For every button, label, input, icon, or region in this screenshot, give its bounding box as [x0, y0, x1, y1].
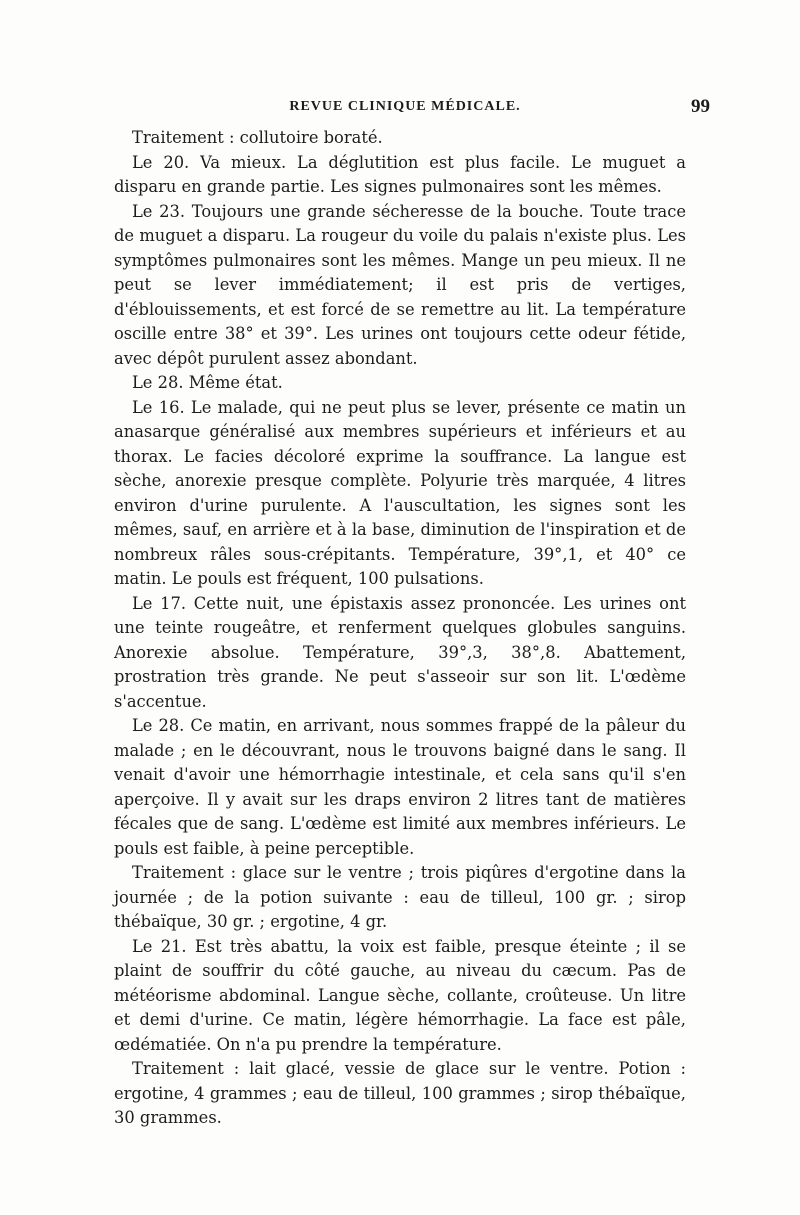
paragraph-treatment-3: Traitement : lait glacé, vessie de glace sur le ventre. Potion : ergotine, 4 grammes ; eau de tilleul, 100 grammes ; sirop thébaïque, 30 grammes.: [114, 1059, 686, 1127]
paragraph-day-20: Le 20. Va mieux. La déglutition est plus facile. Le muguet a disparu en grande partie. Les signes pulmonaires sont les mêmes.: [114, 152, 686, 196]
paragraph-day-28-first: Le 28. Même état.: [132, 373, 283, 392]
page-number: 99: [691, 96, 710, 117]
paragraph-day-21: Le 21. Est très abattu, la voix est faible, presque éteinte ; il se plaint de souffrir du côté gauche, au niveau du cæcum. Pas de météorisme abdominal. Langue sèche, collante, croûteuse. Un litre et demi d'urine. Ce matin, légère hémorrhagie. La face est pâle, œdématiée. On n'a pu prendre la température.: [114, 936, 686, 1054]
paragraph-day-23: Le 23. Toujours une grande sécheresse de la bouche. Toute trace de muguet a disparu. La rougeur du voile du palais n'existe plus. Les symptômes pulmonaires sont les mêmes. Mange un peu mieux. Il ne peut se lever immédiatement; il est pris de vertiges, d'éblouissements, et est forcé de se remettre au lit. La température oscille entre 38° et 39°. Les urines ont toujours cette odeur fétide, avec dépôt purulent assez abondant.: [114, 201, 686, 368]
running-title: REVUE CLINIQUE MÉDICALE.: [289, 99, 521, 114]
paragraph-day-28-second: Le 28. Ce matin, en arrivant, nous sommes frappé de la pâleur du malade ; en le découvrant, nous le trouvons baigné dans le sang. Il venait d'avoir une hémorrhagie intestinale, et cela sans qu'il s'en aperçoive. Il y avait sur les draps environ 2 litres tant de matières fécales que de sang. L'œdème est limité aux membres inférieurs. Le pouls est faible, à peine perceptible.: [114, 716, 686, 858]
paragraph-treatment-1: Traitement : collutoire boraté.: [132, 128, 383, 147]
paragraph-day-16: Le 16. Le malade, qui ne peut plus se lever, présente ce matin un anasarque généralisé aux membres supérieurs et inférieurs et au thorax. Le facies décoloré exprime la souffrance. La langue est sèche, anorexie presque complète. Polyurie très marquée, 4 litres environ d'urine purulente. A l'auscultation, les signes sont les mêmes, sauf, en arrière et à la base, diminution de l'inspiration et de nombreux râles sous-crépitants. Température, 39°,1, et 40° ce matin. Le pouls est fréquent, 100 pulsations.: [114, 397, 686, 588]
running-header: [110, 96, 710, 121]
body-text: [114, 126, 686, 1131]
paragraph-treatment-2: Traitement : glace sur le ventre ; trois piqûres d'ergotine dans la journée ; de la potion suivante : eau de tilleul, 100 gr. ; sirop thébaïque, 30 gr. ; ergotine, 4 gr.: [114, 863, 686, 931]
paragraph-day-17: Le 17. Cette nuit, une épistaxis assez prononcée. Les urines ont une teinte rougeâtre, et renferment quelques globules sanguins. Anorexie absolue. Température, 39°,3, 38°,8. Abattement, prostration très grande. Ne peut s'asseoir sur son lit. L'œdème s'accentue.: [114, 593, 686, 711]
